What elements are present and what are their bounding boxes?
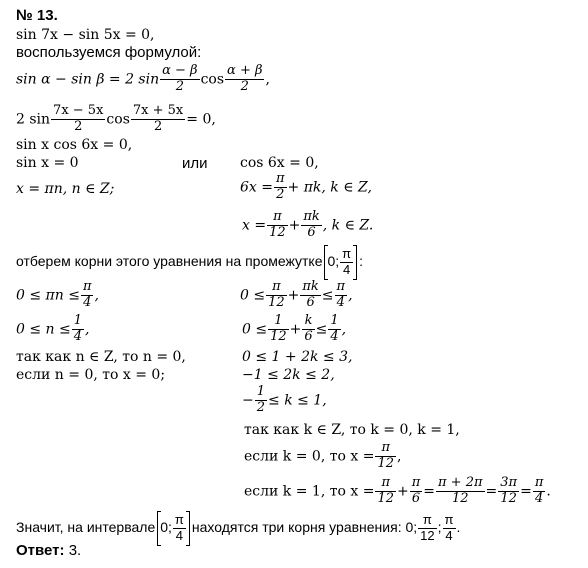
cos-solution-6x: 6x = $\frac{\pi}{2}$ + πk, k ∈ Z,	[240, 171, 372, 202]
equation-line: sin 7x − sin 5x = 0,	[16, 27, 155, 43]
left-inequality-1: 0 ≤ πn ≤ $\frac{\pi}{4}$ ,	[16, 279, 99, 310]
case-cos-equation: cos 6x = 0,	[240, 155, 319, 171]
right-inequality-3: 0 ≤ 1 + 2k ≤ 3,	[242, 349, 353, 365]
conclusion-interval: 0; $\frac{\pi}{4}$	[157, 513, 190, 544]
answer-value: 3.	[68, 542, 82, 559]
right-root-k0: если k = 0, то x = $\frac{\pi}{12}$ ,	[244, 440, 402, 471]
root-selection-text: отберем корни этого уравнения на промежутке 0; $\frac{\pi}{4}$ :	[16, 246, 364, 277]
cos-solution-x: x = $\frac{\pi}{12}$ + $\frac{\pi k}{6}$ , k ∈ Z.	[242, 209, 374, 240]
answer	[16, 543, 81, 558]
or-label: или	[182, 155, 208, 172]
conclusion: Значит, на интервале 0; $\frac{\pi}{4}$ находятся три корня уравнения: 0; $\frac{\pi}{12}$ ; $\frac{\pi}{4}$ .	[16, 512, 461, 543]
applied-formula: 2 sin $\frac{7x - 5x}{2}$ cos $\frac{7x + 5x}{2}$ = 0,	[16, 103, 216, 134]
right-integer-condition: так как k ∈ Z, то k = 0, k = 1,	[244, 422, 460, 438]
answer-label: Ответ:	[16, 542, 65, 559]
sin-solution: x = πn, n ∈ Z;	[16, 181, 115, 197]
interval-bracket: 0; $\frac{\pi}{4}$	[324, 247, 357, 278]
left-integer-condition: так как n ∈ Z, то n = 0,	[16, 349, 186, 365]
left-inequality-2: 0 ≤ n ≤ $\frac{1}{4}$ ,	[16, 313, 90, 344]
right-inequality-4: −1 ≤ 2k ≤ 2,	[242, 367, 335, 383]
product-equation: sin x cos 6x = 0,	[16, 137, 133, 153]
problem-number: № 13.	[16, 7, 58, 24]
right-inequality-2: 0 ≤ $\frac{1}{12}$ + $\frac{k}{6}$ ≤ $\frac{1}{4}$ ,	[242, 313, 347, 344]
difference-of-sines-formula: sin α − sin β = 2 sin $\frac{\alpha - \beta}{2}$ cos $\frac{\alpha + \beta}{2}$ ,	[16, 63, 270, 94]
right-inequality-1: 0 ≤ $\frac{\pi}{12}$ + $\frac{\pi k}{6}$ ≤ $\frac{\pi}{4}$ ,	[240, 279, 353, 310]
right-root-k1: если k = 1, то x = $\frac{\pi}{12}$ + $\frac{\pi}{6}$ = $\frac{\pi + 2\pi}{12}$ = $\frac{3\pi}{12}$ = $\frac{\pi}{4}$ .	[244, 475, 551, 506]
case-sin-equation: sin x = 0	[16, 155, 79, 171]
formula-intro: воспользуемся формулой:	[16, 44, 202, 61]
right-inequality-5: − $\frac{1}{2}$ ≤ k ≤ 1,	[242, 384, 327, 415]
left-root-value: если n = 0, то x = 0;	[16, 367, 166, 383]
